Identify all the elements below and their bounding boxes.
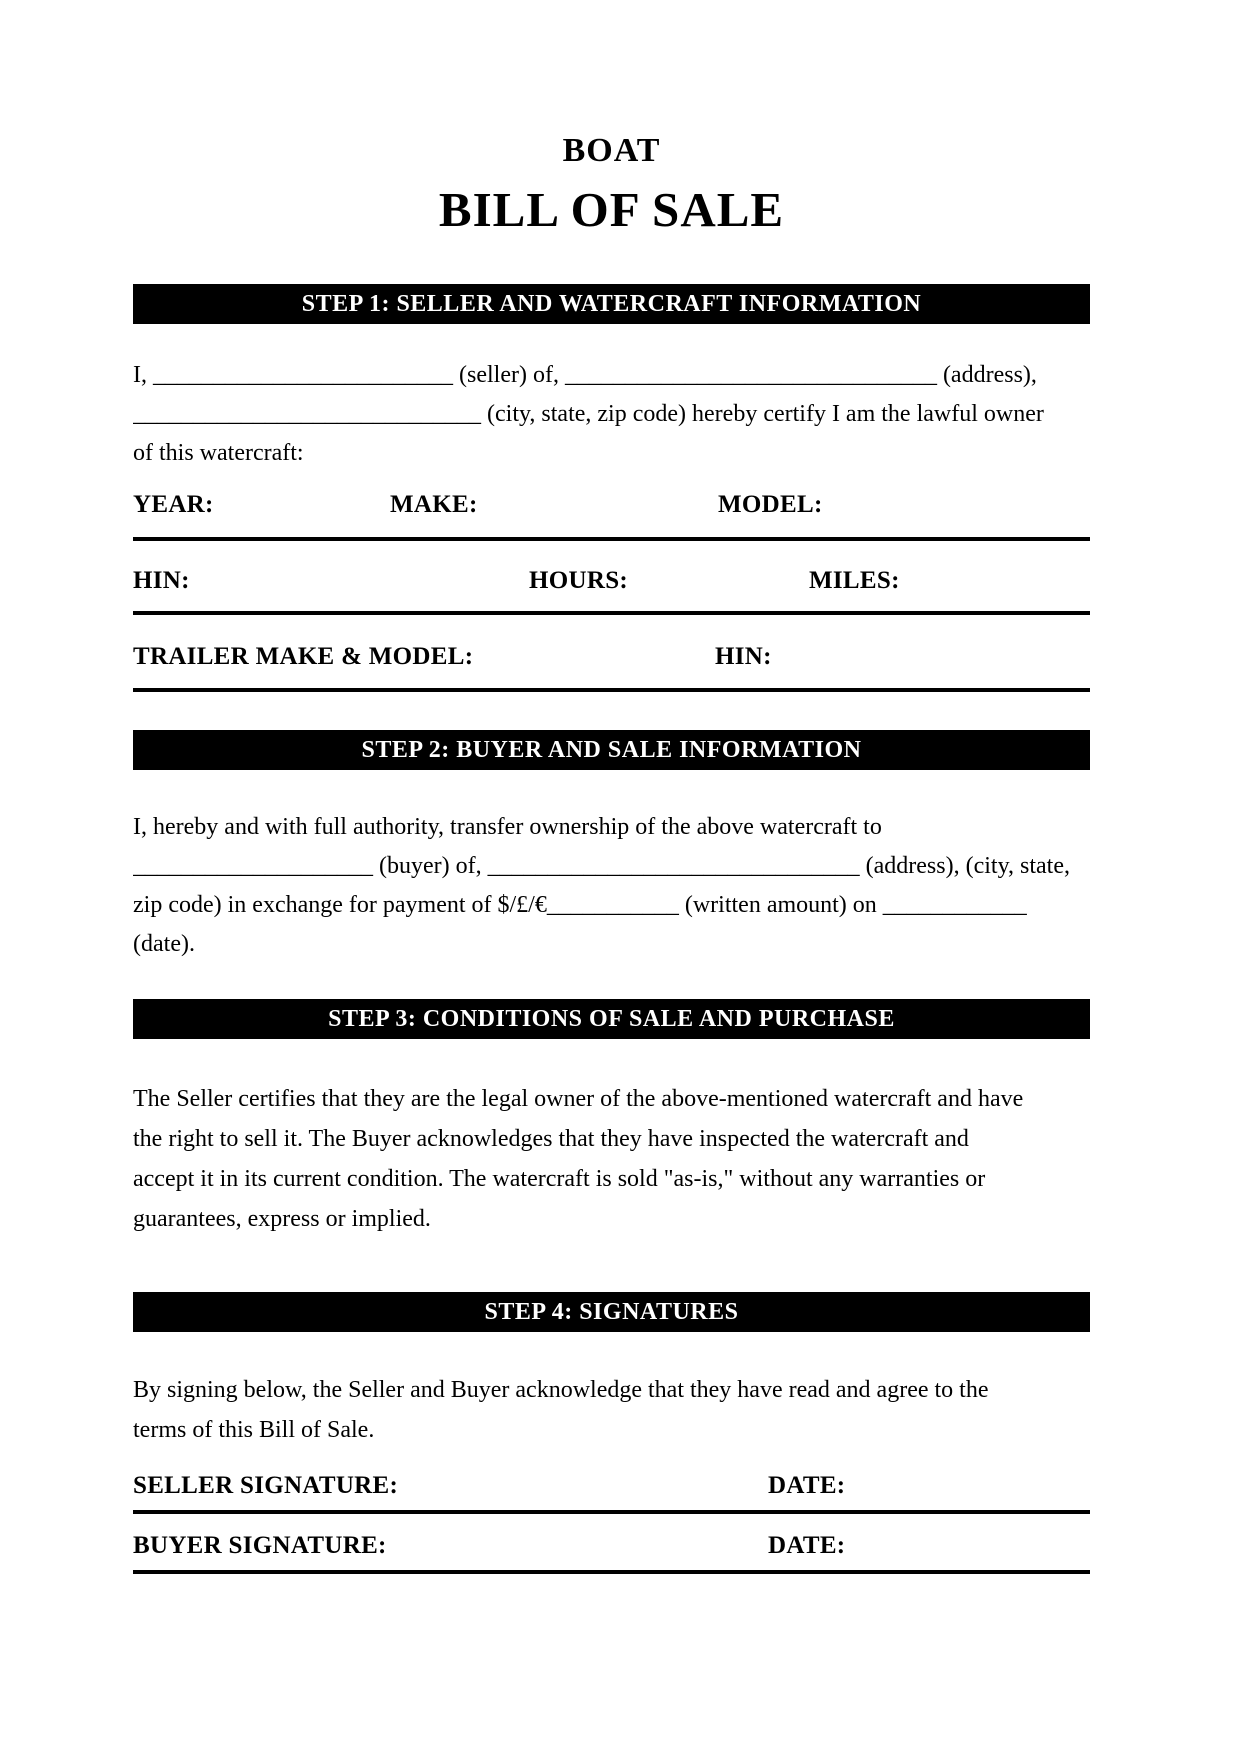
step1-header-bar: STEP 1: SELLER AND WATERCRAFT INFORMATION [133, 284, 1090, 324]
document-title-small: BOAT [562, 132, 661, 169]
step4-header-bar: STEP 4: SIGNATURES [133, 1292, 1090, 1332]
step2-header-bar: STEP 2: BUYER AND SALE INFORMATION [133, 730, 1090, 770]
field-row-year-make-model [133, 481, 1090, 541]
step1-paragraph [133, 356, 1090, 473]
hours-field-label: HOURS: [529, 567, 629, 594]
step2-line-3: zip code) in exchange for payment of $/£/€___________ (written amount) on ____________ [133, 892, 1027, 918]
step3-header-bar: STEP 3: CONDITIONS OF SALE AND PURCHASE [133, 999, 1090, 1039]
step2-paragraph [133, 808, 1090, 964]
step4-line-2: terms of this Bill of Sale. [133, 1417, 375, 1443]
step2-line-4: (date). [133, 931, 195, 957]
step2-line-1: I, hereby and with full authority, transfer ownership of the above watercraft to [133, 814, 882, 840]
step2-line-2: ____________________ (buyer) of, _______________________________ (address), (city, state, [133, 853, 1070, 879]
step1-line-2: _____________________________ (city, state, zip code) hereby certify I am the lawful owner [133, 401, 1044, 427]
make-field-label: MAKE: [390, 491, 478, 518]
step3-line-2: the right to sell it. The Buyer acknowledges that they have inspected the watercraft and [133, 1126, 969, 1152]
seller-signature-field-label: SELLER SIGNATURE: [133, 1472, 399, 1499]
seller-signature-row [133, 1450, 1090, 1514]
seller-date-field-label: DATE: [768, 1472, 846, 1499]
step3-line-4: guarantees, express or implied. [133, 1206, 431, 1232]
step4-paragraph [133, 1370, 1090, 1450]
miles-field-label: MILES: [809, 567, 900, 594]
step3-line-1: The Seller certifies that they are the legal owner of the above-mentioned watercraft and have [133, 1086, 1024, 1112]
step3-line-3: accept it in its current condition. The watercraft is sold "as-is," without any warranties or [133, 1166, 986, 1192]
step1-line-3: of this watercraft: [133, 440, 304, 466]
step3-paragraph [133, 1079, 1090, 1239]
field-row-trailer [133, 615, 1090, 692]
year-field-label: YEAR: [133, 491, 214, 518]
document-title-large: BILL OF SALE [438, 182, 785, 237]
trailer-make-model-field-label: TRAILER MAKE & MODEL: [133, 643, 474, 670]
step1-line-1: I, _________________________ (seller) of, _______________________________ (address), [133, 362, 1037, 388]
field-row-hin-hours-miles [133, 541, 1090, 615]
model-field-label: MODEL: [718, 491, 823, 518]
step4-line-1: By signing below, the Seller and Buyer acknowledge that they have read and agree to the [133, 1377, 989, 1403]
buyer-signature-field-label: BUYER SIGNATURE: [133, 1532, 387, 1559]
buyer-date-field-label: DATE: [768, 1532, 846, 1559]
trailer-hin-field-label: HIN: [715, 643, 772, 670]
bill-of-sale-document [133, 0, 1090, 1574]
hin-field-label: HIN: [133, 567, 190, 594]
buyer-signature-row [133, 1514, 1090, 1574]
